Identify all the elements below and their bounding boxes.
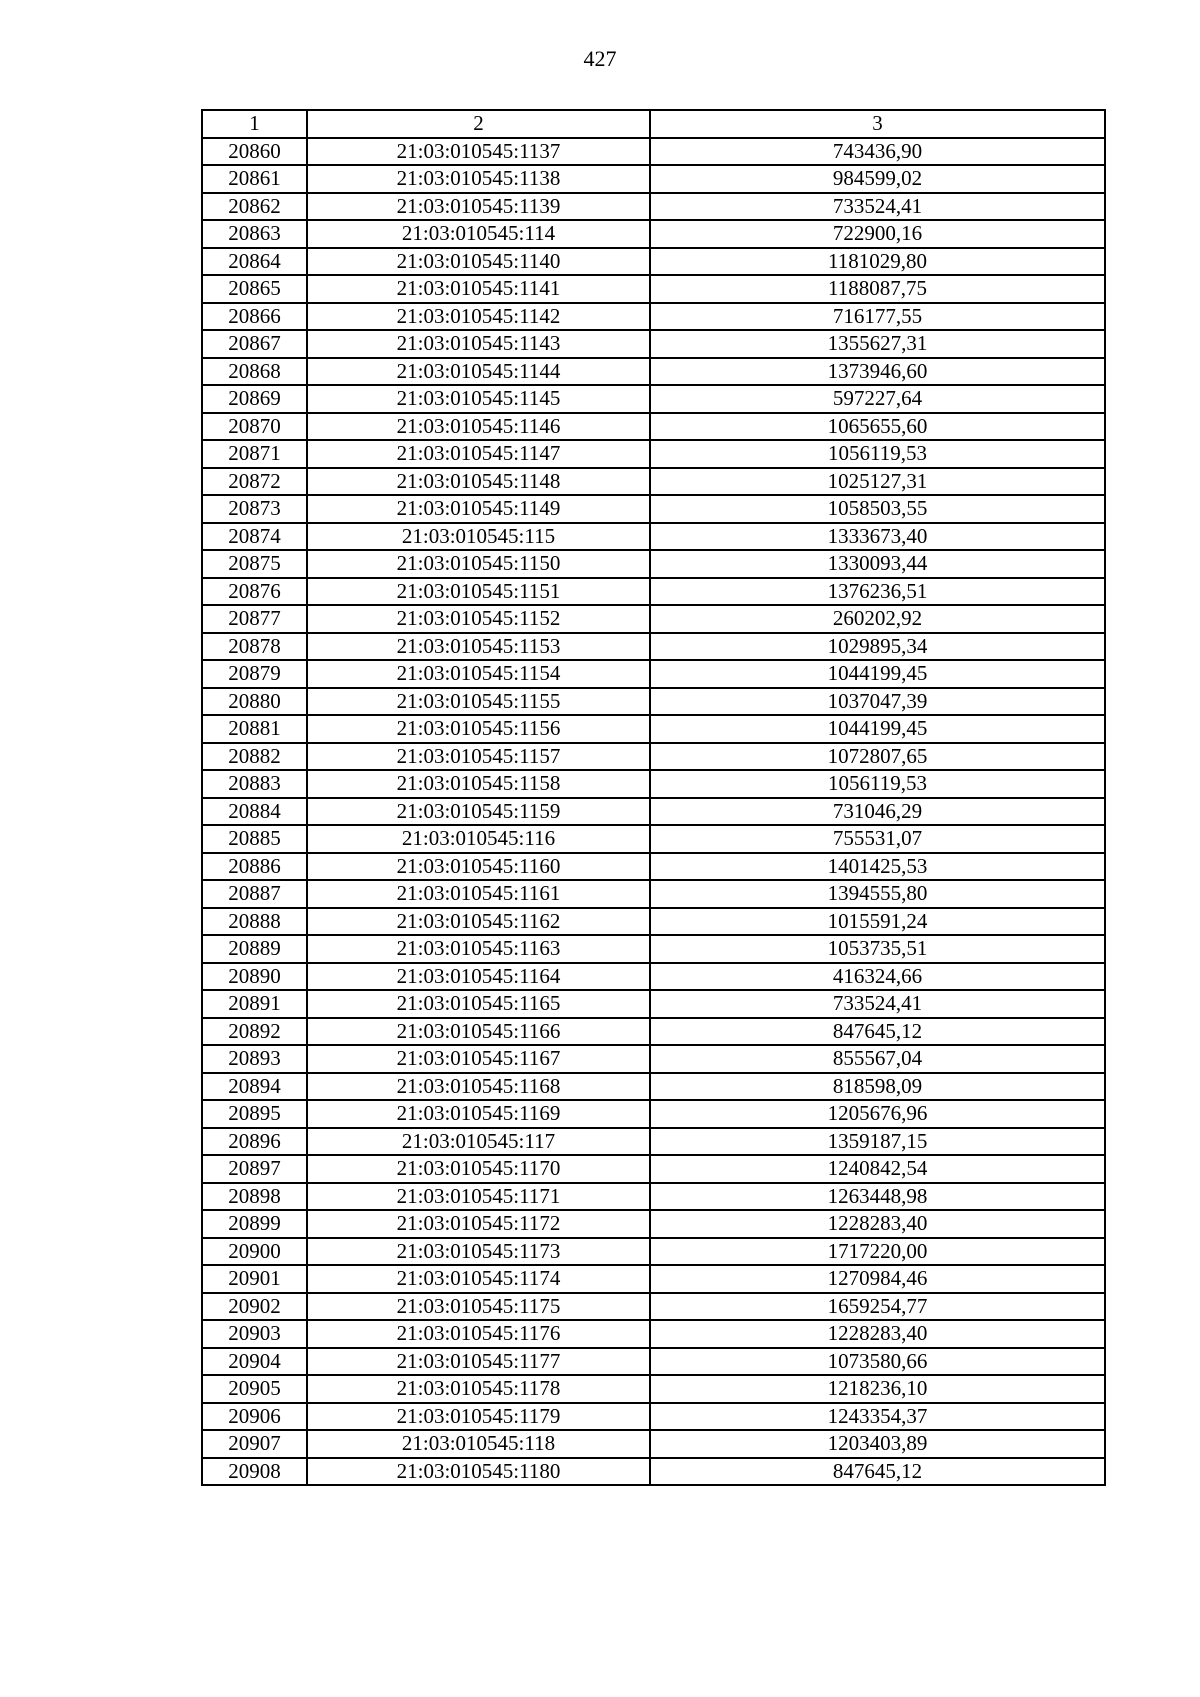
table-row [202,440,1105,468]
table-row [202,963,1105,991]
value-cell: 1376236,51 [650,578,1105,606]
table-row [202,688,1105,716]
cadastral-number-cell: 21:03:010545:1171 [307,1183,650,1211]
row-number-cell: 20893 [202,1045,307,1073]
row-number-cell: 20882 [202,743,307,771]
cadastral-number-cell: 21:03:010545:1141 [307,275,650,303]
cadastral-number-cell: 21:03:010545:1140 [307,248,650,276]
table-row [202,1348,1105,1376]
value-cell: 716177,55 [650,303,1105,331]
value-cell: 855567,04 [650,1045,1105,1073]
value-cell: 1065655,60 [650,413,1105,441]
cadastral-number-cell: 21:03:010545:1157 [307,743,650,771]
table-row [202,358,1105,386]
table-row [202,633,1105,661]
table-row [202,578,1105,606]
row-number-cell: 20892 [202,1018,307,1046]
value-cell: 1044199,45 [650,715,1105,743]
value-cell: 597227,64 [650,385,1105,413]
value-cell: 1228283,40 [650,1320,1105,1348]
row-number-cell: 20880 [202,688,307,716]
cadastral-number-cell: 21:03:010545:1148 [307,468,650,496]
row-number-cell: 20864 [202,248,307,276]
column-header-1: 1 [202,110,307,138]
value-cell: 733524,41 [650,193,1105,221]
row-number-cell: 20871 [202,440,307,468]
row-number-cell: 20886 [202,853,307,881]
value-cell: 1205676,96 [650,1100,1105,1128]
row-number-cell: 20860 [202,138,307,166]
cadastral-number-cell: 21:03:010545:1137 [307,138,650,166]
cadastral-number-cell: 21:03:010545:1176 [307,1320,650,1348]
cadastral-number-cell: 21:03:010545:1180 [307,1458,650,1486]
value-cell: 755531,07 [650,825,1105,853]
cadastral-number-cell: 21:03:010545:1179 [307,1403,650,1431]
row-number-cell: 20865 [202,275,307,303]
value-cell: 818598,09 [650,1073,1105,1101]
table-row [202,1073,1105,1101]
table-row [202,743,1105,771]
value-cell: 1072807,65 [650,743,1105,771]
value-cell: 1243354,37 [650,1403,1105,1431]
row-number-cell: 20866 [202,303,307,331]
table-header [202,110,1105,138]
table-row [202,248,1105,276]
table-row [202,1100,1105,1128]
table-row [202,1238,1105,1266]
table-row [202,660,1105,688]
cadastral-number-cell: 21:03:010545:117 [307,1128,650,1156]
value-cell: 260202,92 [650,605,1105,633]
row-number-cell: 20874 [202,523,307,551]
row-number-cell: 20895 [202,1100,307,1128]
registry-table [201,109,1106,1486]
table-row [202,330,1105,358]
cadastral-number-cell: 21:03:010545:1159 [307,798,650,826]
value-cell: 1359187,15 [650,1128,1105,1156]
row-number-cell: 20881 [202,715,307,743]
row-number-cell: 20894 [202,1073,307,1101]
value-cell: 847645,12 [650,1458,1105,1486]
cadastral-number-cell: 21:03:010545:115 [307,523,650,551]
value-cell: 1044199,45 [650,660,1105,688]
cadastral-number-cell: 21:03:010545:1150 [307,550,650,578]
value-cell: 1188087,75 [650,275,1105,303]
value-cell: 733524,41 [650,990,1105,1018]
cadastral-number-cell: 21:03:010545:1174 [307,1265,650,1293]
cadastral-number-cell: 21:03:010545:1151 [307,578,650,606]
row-number-cell: 20873 [202,495,307,523]
cadastral-number-cell: 21:03:010545:1175 [307,1293,650,1321]
table-row [202,275,1105,303]
table-row [202,1018,1105,1046]
table-row [202,1458,1105,1486]
table-row [202,990,1105,1018]
table-row [202,193,1105,221]
value-cell: 1218236,10 [650,1375,1105,1403]
page-number: 427 [583,46,617,71]
table-row [202,1320,1105,1348]
row-number-cell: 20897 [202,1155,307,1183]
table-row [202,138,1105,166]
value-cell: 416324,66 [650,963,1105,991]
row-number-cell: 20872 [202,468,307,496]
table-body [202,138,1105,1486]
cadastral-number-cell: 21:03:010545:1170 [307,1155,650,1183]
table-row [202,770,1105,798]
table-row [202,715,1105,743]
cadastral-number-cell: 21:03:010545:1153 [307,633,650,661]
cadastral-number-cell: 21:03:010545:116 [307,825,650,853]
value-cell: 1029895,34 [650,633,1105,661]
row-number-cell: 20901 [202,1265,307,1293]
table-row [202,1403,1105,1431]
cadastral-number-cell: 21:03:010545:1163 [307,935,650,963]
value-cell: 1181029,80 [650,248,1105,276]
table-row [202,1128,1105,1156]
table-row [202,1293,1105,1321]
value-cell: 1056119,53 [650,770,1105,798]
row-number-cell: 20868 [202,358,307,386]
row-number-cell: 20870 [202,413,307,441]
table-row [202,1375,1105,1403]
table-row [202,165,1105,193]
table-row [202,1430,1105,1458]
value-cell: 1373946,60 [650,358,1105,386]
table-row [202,853,1105,881]
value-cell: 1037047,39 [650,688,1105,716]
row-number-cell: 20902 [202,1293,307,1321]
table-row [202,1183,1105,1211]
table-row [202,798,1105,826]
value-cell: 1015591,24 [650,908,1105,936]
cadastral-number-cell: 21:03:010545:1165 [307,990,650,1018]
row-number-cell: 20875 [202,550,307,578]
cadastral-number-cell: 21:03:010545:1143 [307,330,650,358]
table-row [202,1210,1105,1238]
cadastral-number-cell: 21:03:010545:114 [307,220,650,248]
cadastral-number-cell: 21:03:010545:1161 [307,880,650,908]
value-cell: 731046,29 [650,798,1105,826]
value-cell: 1394555,80 [650,880,1105,908]
cadastral-number-cell: 21:03:010545:1173 [307,1238,650,1266]
table-row [202,605,1105,633]
row-number-cell: 20891 [202,990,307,1018]
row-number-cell: 20867 [202,330,307,358]
value-cell: 743436,90 [650,138,1105,166]
value-cell: 1073580,66 [650,1348,1105,1376]
table-row [202,385,1105,413]
table-row [202,880,1105,908]
table-row [202,495,1105,523]
cadastral-number-cell: 21:03:010545:1144 [307,358,650,386]
table-row [202,825,1105,853]
value-cell: 1401425,53 [650,853,1105,881]
cadastral-number-cell: 21:03:010545:1138 [307,165,650,193]
cadastral-number-cell: 21:03:010545:1147 [307,440,650,468]
column-header-2: 2 [307,110,650,138]
cadastral-number-cell: 21:03:010545:1146 [307,413,650,441]
value-cell: 984599,02 [650,165,1105,193]
row-number-cell: 20876 [202,578,307,606]
row-number-cell: 20903 [202,1320,307,1348]
cadastral-number-cell: 21:03:010545:1178 [307,1375,650,1403]
row-number-cell: 20885 [202,825,307,853]
cadastral-number-cell: 21:03:010545:1160 [307,853,650,881]
value-cell: 1025127,31 [650,468,1105,496]
table-row [202,1265,1105,1293]
row-number-cell: 20887 [202,880,307,908]
column-header-3: 3 [650,110,1105,138]
value-cell: 1717220,00 [650,1238,1105,1266]
value-cell: 1053735,51 [650,935,1105,963]
table-row [202,523,1105,551]
cadastral-number-cell: 21:03:010545:1149 [307,495,650,523]
value-cell: 1203403,89 [650,1430,1105,1458]
value-cell: 1659254,77 [650,1293,1105,1321]
cadastral-number-cell: 21:03:010545:1142 [307,303,650,331]
value-cell: 1333673,40 [650,523,1105,551]
row-number-cell: 20877 [202,605,307,633]
row-number-cell: 20869 [202,385,307,413]
cadastral-number-cell: 21:03:010545:1154 [307,660,650,688]
table-row [202,303,1105,331]
row-number-cell: 20888 [202,908,307,936]
cadastral-number-cell: 21:03:010545:1145 [307,385,650,413]
value-cell: 1355627,31 [650,330,1105,358]
cadastral-number-cell: 21:03:010545:1155 [307,688,650,716]
cadastral-number-cell: 21:03:010545:1167 [307,1045,650,1073]
row-number-cell: 20884 [202,798,307,826]
cadastral-number-cell: 21:03:010545:1162 [307,908,650,936]
table-row [202,550,1105,578]
value-cell: 847645,12 [650,1018,1105,1046]
table-row [202,1155,1105,1183]
value-cell: 1263448,98 [650,1183,1105,1211]
table-row [202,908,1105,936]
row-number-cell: 20898 [202,1183,307,1211]
table-row [202,935,1105,963]
cadastral-number-cell: 21:03:010545:1152 [307,605,650,633]
cadastral-number-cell: 21:03:010545:1158 [307,770,650,798]
value-cell: 1228283,40 [650,1210,1105,1238]
cadastral-number-cell: 21:03:010545:1166 [307,1018,650,1046]
row-number-cell: 20889 [202,935,307,963]
row-number-cell: 20883 [202,770,307,798]
cadastral-number-cell: 21:03:010545:1164 [307,963,650,991]
row-number-cell: 20905 [202,1375,307,1403]
value-cell: 1330093,44 [650,550,1105,578]
value-cell: 1058503,55 [650,495,1105,523]
table-row [202,220,1105,248]
table-row [202,1045,1105,1073]
row-number-cell: 20908 [202,1458,307,1486]
cadastral-number-cell: 21:03:010545:1177 [307,1348,650,1376]
header-row [202,110,1105,138]
row-number-cell: 20896 [202,1128,307,1156]
row-number-cell: 20900 [202,1238,307,1266]
row-number-cell: 20878 [202,633,307,661]
row-number-cell: 20907 [202,1430,307,1458]
row-number-cell: 20899 [202,1210,307,1238]
row-number-cell: 20863 [202,220,307,248]
value-cell: 1056119,53 [650,440,1105,468]
value-cell: 1270984,46 [650,1265,1105,1293]
cadastral-number-cell: 21:03:010545:1168 [307,1073,650,1101]
table-row [202,413,1105,441]
cadastral-number-cell: 21:03:010545:1156 [307,715,650,743]
cadastral-number-cell: 21:03:010545:1172 [307,1210,650,1238]
cadastral-number-cell: 21:03:010545:118 [307,1430,650,1458]
table-row [202,468,1105,496]
row-number-cell: 20862 [202,193,307,221]
row-number-cell: 20890 [202,963,307,991]
value-cell: 722900,16 [650,220,1105,248]
row-number-cell: 20904 [202,1348,307,1376]
row-number-cell: 20906 [202,1403,307,1431]
cadastral-number-cell: 21:03:010545:1169 [307,1100,650,1128]
row-number-cell: 20861 [202,165,307,193]
value-cell: 1240842,54 [650,1155,1105,1183]
cadastral-number-cell: 21:03:010545:1139 [307,193,650,221]
row-number-cell: 20879 [202,660,307,688]
